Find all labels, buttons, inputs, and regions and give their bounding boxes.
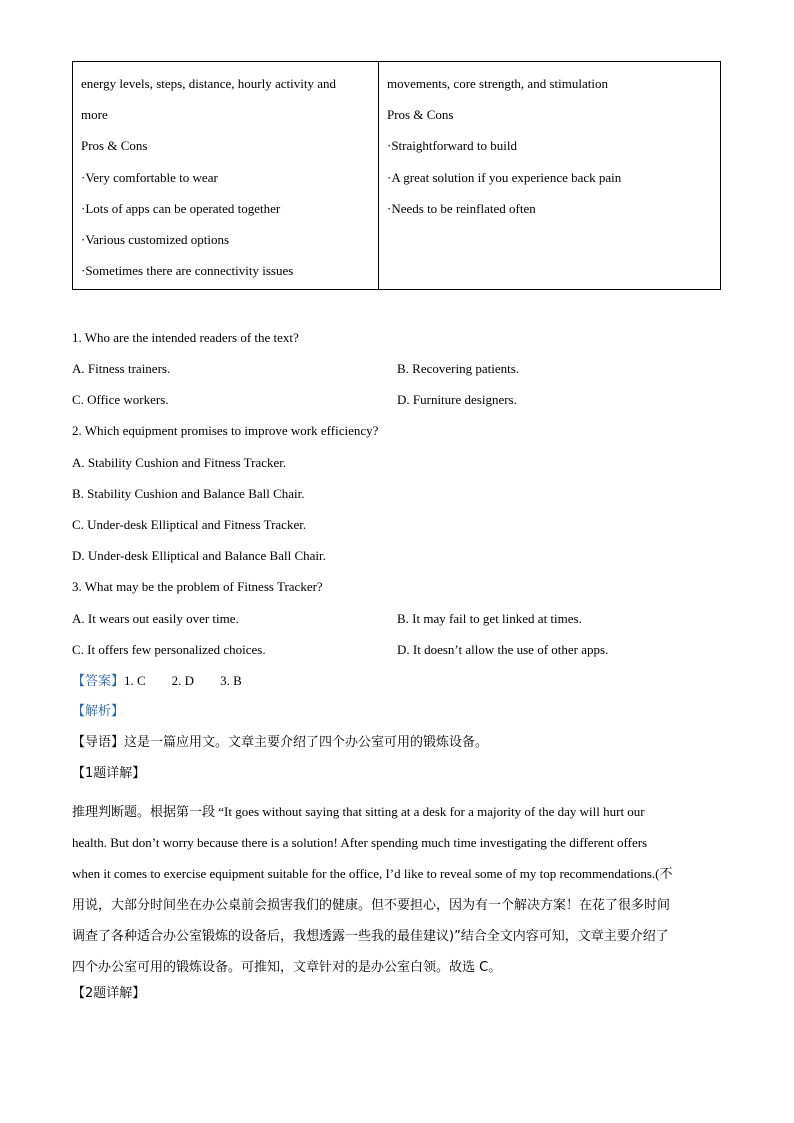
answer-label: 【答案】	[72, 674, 125, 689]
paragraph-line: health. But don’t worry because there is a solution! After spending much time investigating the different offers	[72, 835, 648, 851]
table-cell-fitness-tracker	[73, 62, 379, 289]
question-2-option-b: B. Stability Cushion and Balance Ball Chair.	[72, 486, 305, 501]
paragraph-line: 推理判断题。根据第一段 “It goes without saying that sitting at a desk for a majority of the day will hurt our	[72, 804, 645, 819]
intro-label: 【导语】	[72, 735, 125, 750]
question-1-stem: 1. Who are the intended readers of the text?	[72, 330, 299, 345]
detail-1-paragraph	[72, 796, 724, 983]
table-line: ·A great solution if you experience back pain	[387, 169, 622, 185]
equipment-table	[72, 61, 721, 290]
table-line: more	[81, 107, 108, 123]
table-line: movements, core strength, and stimulation	[387, 76, 608, 91]
question-3-stem: 3. What may be the problem of Fitness Tracker?	[72, 579, 323, 594]
intro-line	[72, 734, 488, 752]
table-line: ·Lots of apps can be operated together	[81, 200, 281, 216]
question-1-option-c: C. Office workers.	[72, 392, 169, 407]
question-3-option-b: B. It may fail to get linked at times.	[397, 611, 582, 626]
intro-text: 这是一篇应用文。文章主要介绍了四个办公室可用的锻炼设备。	[124, 735, 489, 750]
table-cell-balance-ball-chair	[379, 62, 720, 289]
table-line: Pros & Cons	[387, 107, 454, 123]
table-line: ·Very comfortable to wear	[81, 169, 218, 185]
paragraph-line: when it comes to exercise equipment suitable for the office, I’d like to reveal some of my top recommendations.(不	[72, 866, 673, 882]
question-3-option-d: D. It doesn’t allow the use of other apps.	[397, 642, 609, 657]
answer-text: 1. C 2. D 3. B	[124, 673, 242, 688]
question-3-option-a: A. It wears out easily over time.	[72, 611, 239, 626]
table-line: ·Various customized options	[81, 232, 230, 248]
question-1-option-d: D. Furniture designers.	[397, 392, 517, 407]
table-line: ·Straightforward to build	[387, 138, 517, 154]
question-3-option-c: C. It offers few personalized choices.	[72, 642, 266, 657]
answer-line	[72, 672, 242, 691]
detail-1-heading: 【1题详解】	[72, 766, 146, 781]
paragraph-line: 用说，大部分时间坐在办公桌前会损害我们的健康。但不要担心，因为有一个解决方案！在花了很多时间	[72, 897, 671, 913]
table-line: Pros & Cons	[81, 138, 148, 154]
table-line: ·Needs to be reinflated often	[387, 200, 536, 216]
table-line: ·Sometimes there are connectivity issues	[81, 263, 294, 279]
question-1-option-a: A. Fitness trainers.	[72, 361, 171, 376]
detail-2-heading: 【2题详解】	[72, 986, 146, 1001]
question-1-option-b: B. Recovering patients.	[397, 361, 520, 376]
question-2-stem: 2. Which equipment promises to improve work efficiency?	[72, 423, 379, 438]
table-line: energy levels, steps, distance, hourly activity and	[81, 76, 336, 91]
analysis-heading: 【解析】	[72, 704, 125, 719]
paragraph-line: 调查了各种适合办公室锻炼的设备后，我想透露一些我的最佳建议)”结合全文内容可知，文章主要介绍了	[72, 928, 669, 944]
paragraph-line: 四个办公室可用的锻炼设备。可推知，文章针对的是办公室白领。故选 C。	[72, 960, 502, 976]
question-2-option-c: C. Under-desk Elliptical and Fitness Tracker.	[72, 517, 307, 532]
question-2-option-d: D. Under-desk Elliptical and Balance Ball Chair.	[72, 548, 326, 563]
question-2-option-a: A. Stability Cushion and Fitness Tracker.	[72, 455, 287, 470]
